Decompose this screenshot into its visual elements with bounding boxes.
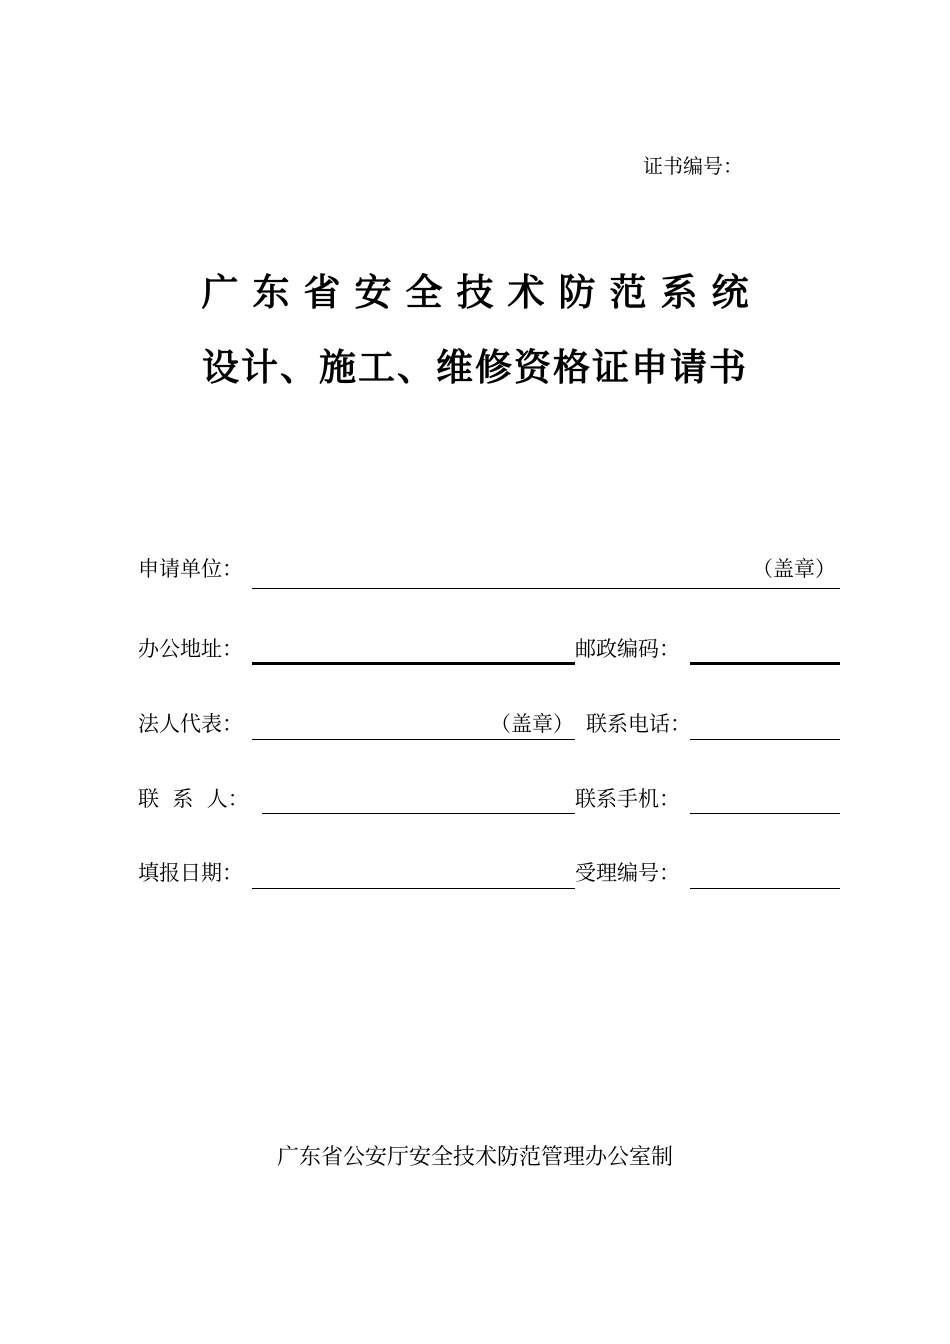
- applicant-field[interactable]: [252, 588, 840, 589]
- postcode-label: 邮政编码：: [575, 637, 680, 661]
- applicant-seal-note: （盖章）: [752, 557, 836, 581]
- accept-no-label: 受理编号：: [575, 861, 680, 885]
- mobile-label: 联系手机：: [575, 787, 680, 811]
- legal-rep-seal-note: （盖章）: [490, 712, 574, 736]
- phone-field[interactable]: [690, 739, 840, 740]
- issuer-footer: 广东省公安厅安全技术防范管理办公室制: [276, 1145, 673, 1170]
- fill-date-label: 填报日期：: [138, 861, 243, 885]
- contact-field[interactable]: [262, 813, 575, 814]
- address-field[interactable]: [252, 662, 575, 665]
- fill-date-field[interactable]: [252, 888, 575, 889]
- document-title-line1: 广东省安全技术防范系统: [201, 271, 763, 314]
- legal-rep-label: 法人代表：: [138, 712, 243, 736]
- phone-label: 联系电话：: [586, 712, 691, 736]
- applicant-label: 申请单位：: [138, 557, 243, 581]
- accept-no-field[interactable]: [690, 888, 840, 889]
- mobile-field[interactable]: [690, 813, 840, 814]
- address-label: 办公地址：: [138, 637, 243, 661]
- contact-label: 联 系 人：: [138, 787, 249, 811]
- certificate-number-label: 证书编号：: [643, 154, 743, 178]
- postcode-field[interactable]: [690, 662, 840, 665]
- document-title-line2: 设计、施工、维修资格证申请书: [202, 346, 748, 389]
- legal-rep-field[interactable]: [252, 739, 575, 740]
